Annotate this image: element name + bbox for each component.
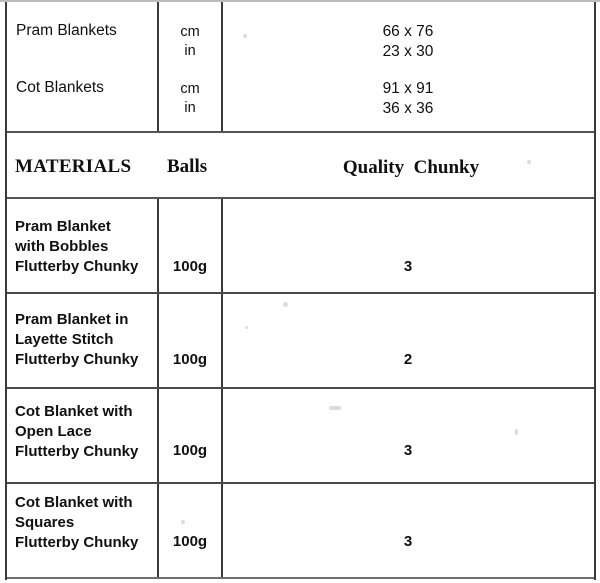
- product-name-line: Cot Blanket with: [15, 403, 133, 420]
- product-name-line: Layette Stitch: [15, 331, 114, 348]
- scan-speckle: [515, 429, 518, 435]
- row-quantity-cell: [223, 294, 594, 387]
- product-name: [15, 402, 138, 462]
- row-name-cell: [7, 199, 159, 292]
- product-name-line: Open Lace: [15, 423, 92, 440]
- product-name-line: Flutterby Chunky: [15, 258, 139, 275]
- table-row: [7, 294, 594, 389]
- ball-quantity: 2: [403, 351, 413, 368]
- materials-table: [5, 2, 596, 580]
- row-quantity-cell: [223, 389, 594, 482]
- size-dimension-line: 91 x 91: [382, 80, 434, 97]
- ball-quantity: 3: [403, 258, 413, 275]
- row-name-cell: [7, 389, 159, 482]
- ball-weight: 100g: [172, 442, 208, 459]
- row-balls-cell: [159, 199, 223, 292]
- sizes-section: [7, 2, 594, 133]
- ball-weight: 100g: [172, 351, 208, 368]
- materials-column-header: MATERIALS: [15, 156, 132, 177]
- row-quantity-cell: [223, 484, 594, 577]
- product-name-line: Pram Blanket: [15, 218, 111, 235]
- row-quantity-cell: [223, 199, 594, 292]
- scan-speckle: [283, 302, 288, 307]
- quality-column-header: Quality Chunky: [342, 157, 480, 178]
- ball-weight: 100g: [172, 258, 208, 275]
- size-unit-line: cm: [180, 24, 200, 40]
- balls-column-header: Balls: [167, 156, 208, 177]
- scan-speckle: [181, 520, 185, 524]
- size-unit-line: cm: [180, 81, 200, 97]
- size-unit-line: in: [184, 100, 196, 116]
- scan-speckle: [245, 326, 248, 329]
- ball-quantity: 3: [403, 442, 413, 459]
- table-row: [7, 389, 594, 484]
- size-units-group: [159, 23, 221, 61]
- product-name: [15, 310, 138, 370]
- materials-rows: [7, 199, 594, 580]
- row-name-cell: [7, 484, 159, 577]
- size-dimension-line: 23 x 30: [382, 43, 434, 60]
- row-balls-cell: [159, 389, 223, 482]
- product-name-line: Pram Blanket in: [15, 311, 129, 328]
- size-dimensions-group: [223, 79, 593, 119]
- sizes-dimensions-column: [223, 2, 594, 131]
- product-name: [15, 217, 138, 277]
- product-name-line: Cot Blanket with: [15, 494, 133, 511]
- size-dimension-line: 66 x 76: [382, 23, 434, 40]
- size-dimensions-group: [223, 22, 593, 62]
- row-balls-cell: [159, 484, 223, 577]
- ball-weight: 100g: [172, 533, 208, 550]
- product-name-line: with Bobbles: [15, 238, 109, 255]
- sizes-label-column: [7, 2, 159, 131]
- product-name-line: Flutterby Chunky: [15, 443, 139, 460]
- scan-speckle: [329, 406, 341, 410]
- product-name: [15, 493, 138, 553]
- ball-quantity: 3: [403, 533, 413, 550]
- size-row-label: Pram Blankets: [16, 22, 117, 39]
- size-unit-line: in: [184, 43, 196, 59]
- product-name-line: Flutterby Chunky: [15, 534, 139, 551]
- sizes-unit-column: [159, 2, 223, 131]
- size-units-group: [159, 80, 221, 118]
- table-row: [7, 199, 594, 294]
- size-row-label: Cot Blankets: [16, 79, 104, 96]
- product-name-line: Squares: [15, 514, 75, 531]
- row-balls-cell: [159, 294, 223, 387]
- size-dimension-line: 36 x 36: [382, 100, 434, 117]
- materials-header-row: [7, 133, 594, 199]
- product-name-line: Flutterby Chunky: [15, 351, 139, 368]
- table-row: [7, 484, 594, 579]
- row-name-cell: [7, 294, 159, 387]
